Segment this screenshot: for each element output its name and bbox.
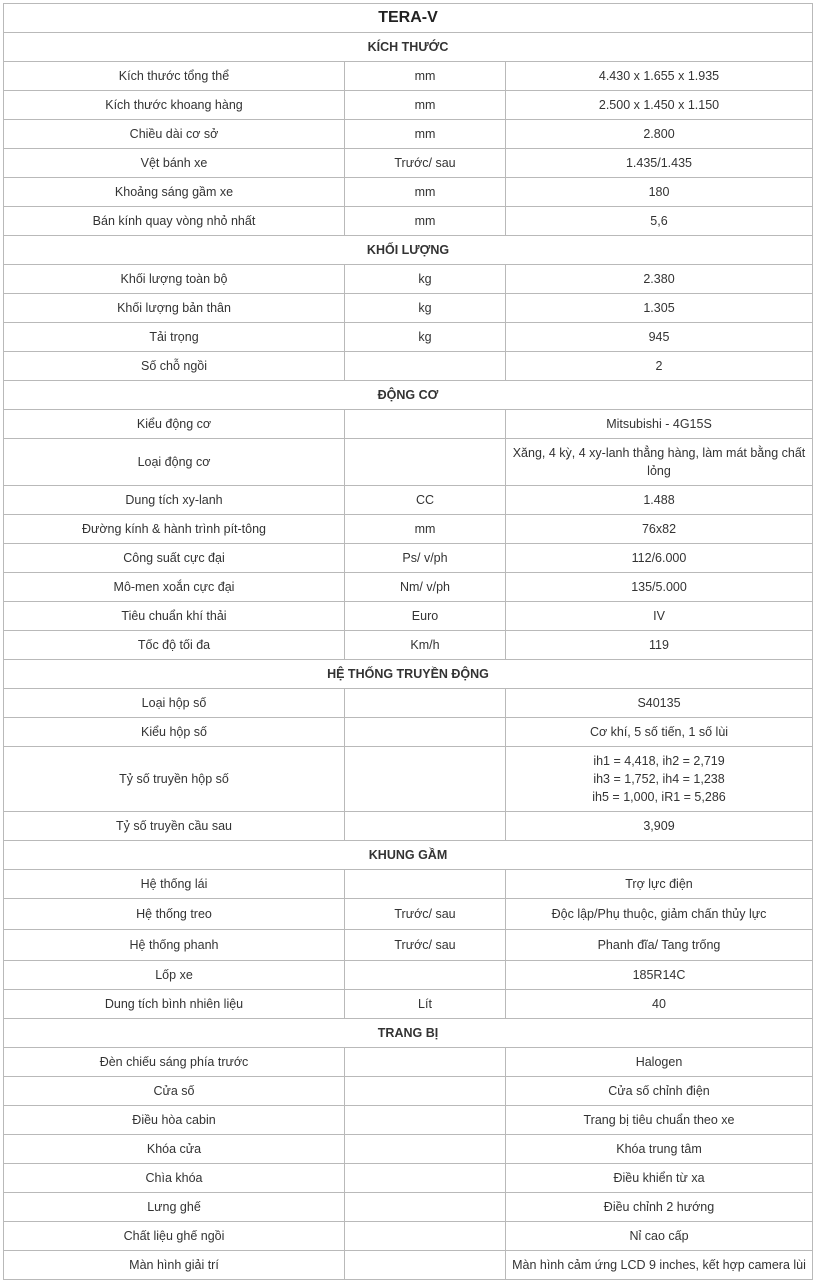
spec-unit-cell: mm [345,207,506,236]
spec-name-cell: Khóa cửa [4,1135,345,1164]
spec-name-cell: Kiểu hộp số [4,718,345,747]
spec-value-line: 180 [648,185,670,199]
spec-name-cell: Loại động cơ [4,439,345,486]
spec-value-line: Trợ lực điện [625,877,693,891]
spec-value-line: Cửa số chỉnh điện [608,1084,710,1098]
spec-name-cell: Khối lượng toàn bộ [4,265,345,294]
spec-unit-cell: kg [345,323,506,352]
table-row [4,1164,813,1193]
table-row [4,812,813,841]
spec-value-line: lỏng [647,464,671,478]
spec-name-cell: Dung tích xy-lanh [4,486,345,515]
spec-value-line: Điều chỉnh 2 hướng [603,1200,715,1214]
spec-name-cell: Tỷ số truyền hộp số [4,747,345,812]
table-row [4,747,813,812]
spec-value-line: Độc lập/Phụ thuộc, giảm chấn thủy lực [551,907,767,921]
spec-value-cell [506,930,813,961]
spec-value-cell [506,1164,813,1193]
table-row [4,1222,813,1251]
spec-unit-cell: Trước/ sau [345,899,506,930]
spec-value-line: 2.380 [643,272,675,286]
spec-unit-cell [345,1193,506,1222]
section-heading: KHỐI LƯỢNG [4,236,813,265]
spec-table [3,3,813,1280]
table-row [4,120,813,149]
table-row [4,899,813,930]
spec-value-line: ih3 = 1,752, ih4 = 1,238 [593,772,725,786]
spec-unit-cell [345,439,506,486]
table-row [4,718,813,747]
section-heading: KÍCH THƯỚC [4,33,813,62]
table-row [4,1135,813,1164]
spec-value-cell [506,870,813,899]
spec-value-cell [506,1135,813,1164]
spec-value-line: 119 [649,638,669,652]
spec-unit-cell: CC [345,486,506,515]
spec-unit-cell [345,1077,506,1106]
spec-value-line: 40 [652,997,666,1011]
spec-value-line: 1.488 [643,493,675,507]
spec-name-cell: Chìa khóa [4,1164,345,1193]
spec-name-cell: Kích thước tổng thể [4,62,345,91]
spec-value-line: 2.500 x 1.450 x 1.150 [598,98,720,112]
table-row [4,178,813,207]
spec-value-line: Điều khiển từ xa [613,1171,705,1185]
spec-value-cell [506,323,813,352]
spec-unit-cell: mm [345,515,506,544]
spec-table-container [3,3,813,1280]
spec-name-cell: Tỷ số truyền cầu sau [4,812,345,841]
spec-value-cell [506,602,813,631]
spec-value-cell [506,294,813,323]
spec-value-line: 5,6 [650,214,668,228]
table-row [4,323,813,352]
spec-name-cell: Mô-men xoắn cực đại [4,573,345,602]
table-row [4,990,813,1019]
spec-value-line: Xăng, 4 kỳ, 4 xy-lanh thẳng hàng, làm mát bằng chất [512,446,806,460]
table-row [4,1048,813,1077]
title-row [4,4,813,33]
spec-name-cell: Cửa số [4,1077,345,1106]
spec-value-cell [506,990,813,1019]
spec-unit-cell [345,1135,506,1164]
table-row [4,352,813,381]
spec-name-cell: Khoảng sáng gầm xe [4,178,345,207]
spec-value-line: Mitsubishi - 4G15S [606,417,712,431]
spec-name-cell: Loại hộp số [4,689,345,718]
table-row [4,961,813,990]
spec-name-cell: Kiểu động cơ [4,410,345,439]
spec-value-line: Halogen [635,1055,683,1069]
spec-value-line: S40135 [637,696,681,710]
table-row [4,1251,813,1280]
section-heading: ĐỘNG CƠ [4,381,813,410]
spec-value-cell [506,486,813,515]
table-row [4,1106,813,1135]
table-row [4,631,813,660]
spec-value-cell [506,1251,813,1280]
spec-value-cell [506,544,813,573]
spec-unit-cell: Lít [345,990,506,1019]
spec-value-line: Khóa trung tâm [616,1142,702,1156]
spec-unit-cell [345,718,506,747]
section-header-row [4,841,813,870]
spec-value-line: IV [653,609,665,623]
spec-unit-cell: mm [345,91,506,120]
spec-value-cell [506,120,813,149]
spec-value-line: 3,909 [643,819,675,833]
spec-value-line: ih1 = 4,418, ih2 = 2,719 [593,754,725,768]
table-row [4,1193,813,1222]
section-heading: KHUNG GẦM [4,841,813,870]
spec-value-cell [506,961,813,990]
spec-unit-cell: Euro [345,602,506,631]
spec-name-cell: Hệ thống phanh [4,930,345,961]
table-row [4,265,813,294]
spec-name-cell: Lốp xe [4,961,345,990]
table-row [4,515,813,544]
spec-unit-cell: mm [345,120,506,149]
spec-value-line: 1.435/1.435 [625,156,693,170]
spec-value-line: Màn hình cảm ứng LCD 9 inches, kết hợp camera lùi [512,1258,806,1272]
spec-value-cell [506,1222,813,1251]
table-row [4,410,813,439]
spec-name-cell: Đèn chiếu sáng phía trước [4,1048,345,1077]
table-row [4,573,813,602]
section-header-row [4,381,813,410]
table-row [4,294,813,323]
spec-name-cell: Hệ thống treo [4,899,345,930]
table-row [4,149,813,178]
spec-name-cell: Hệ thống lái [4,870,345,899]
spec-value-cell [506,62,813,91]
spec-name-cell: Tải trọng [4,323,345,352]
spec-unit-cell: Trước/ sau [345,149,506,178]
spec-value-line: 135/5.000 [631,580,687,594]
spec-unit-cell [345,870,506,899]
table-row [4,62,813,91]
spec-name-cell: Dung tích bình nhiên liệu [4,990,345,1019]
spec-unit-cell: kg [345,294,506,323]
spec-name-cell: Điều hòa cabin [4,1106,345,1135]
table-row [4,486,813,515]
spec-unit-cell [345,1251,506,1280]
table-title: TERA-V [4,4,813,33]
spec-value-line: 112/6.000 [631,551,687,565]
spec-value-cell [506,265,813,294]
section-heading: HỆ THỐNG TRUYỀN ĐỘNG [4,660,813,689]
table-row [4,91,813,120]
spec-value-cell [506,439,813,486]
spec-unit-cell: Trước/ sau [345,930,506,961]
spec-unit-cell: mm [345,178,506,207]
spec-value-cell [506,1193,813,1222]
spec-unit-cell [345,961,506,990]
table-row [4,689,813,718]
spec-unit-cell [345,1222,506,1251]
spec-value-line: Cơ khí, 5 số tiến, 1 số lùi [589,725,729,739]
spec-unit-cell [345,747,506,812]
spec-value-cell [506,515,813,544]
spec-value-line: ih5 = 1,000, iR1 = 5,286 [592,790,726,804]
spec-name-cell: Màn hình giải trí [4,1251,345,1280]
spec-value-line: 185R14C [632,968,686,982]
spec-name-cell: Chiều dài cơ sở [4,120,345,149]
spec-value-cell [506,747,813,812]
spec-unit-cell: mm [345,62,506,91]
spec-value-line: Trang bị tiêu chuẩn theo xe [583,1113,735,1127]
table-row [4,439,813,486]
spec-value-cell [506,410,813,439]
spec-name-cell: Chất liệu ghế ngồi [4,1222,345,1251]
spec-value-line: 2.800 [643,127,675,141]
spec-name-cell: Bán kính quay vòng nhỏ nhất [4,207,345,236]
spec-value-cell [506,352,813,381]
section-header-row [4,660,813,689]
spec-value-cell [506,178,813,207]
spec-name-cell: Tiêu chuẩn khí thải [4,602,345,631]
section-header-row [4,1019,813,1048]
table-row [4,870,813,899]
spec-name-cell: Kích thước khoang hàng [4,91,345,120]
spec-value-line: Phanh đĩa/ Tang trống [597,938,721,952]
spec-value-cell [506,1048,813,1077]
spec-name-cell: Vệt bánh xe [4,149,345,178]
spec-name-cell: Tốc độ tối đa [4,631,345,660]
spec-value-cell [506,718,813,747]
spec-unit-cell [345,410,506,439]
spec-value-cell [506,207,813,236]
spec-unit-cell [345,1164,506,1193]
table-row [4,930,813,961]
spec-name-cell: Khối lượng bản thân [4,294,345,323]
spec-name-cell: Lưng ghế [4,1193,345,1222]
spec-value-cell [506,149,813,178]
spec-value-line: 2 [655,359,663,373]
table-row [4,1077,813,1106]
spec-value-line: 4.430 x 1.655 x 1.935 [598,69,720,83]
spec-unit-cell: kg [345,265,506,294]
spec-unit-cell: Km/h [345,631,506,660]
spec-unit-cell [345,689,506,718]
spec-unit-cell: Nm/ v/ph [345,573,506,602]
section-header-row [4,33,813,62]
spec-value-cell [506,1077,813,1106]
spec-unit-cell: Ps/ v/ph [345,544,506,573]
table-row [4,602,813,631]
spec-unit-cell [345,1106,506,1135]
spec-name-cell: Số chỗ ngồi [4,352,345,381]
table-row [4,207,813,236]
spec-value-cell [506,573,813,602]
spec-value-line: 76x82 [641,522,677,536]
spec-value-cell [506,1106,813,1135]
spec-value-line: 945 [648,330,670,344]
table-row [4,544,813,573]
spec-unit-cell [345,812,506,841]
spec-value-cell [506,631,813,660]
spec-value-cell [506,689,813,718]
spec-name-cell: Đường kính & hành trình pít-tông [4,515,345,544]
spec-value-line: Nỉ cao cấp [629,1229,689,1243]
spec-name-cell: Công suất cực đại [4,544,345,573]
spec-unit-cell [345,352,506,381]
spec-value-cell [506,812,813,841]
section-heading: TRANG BỊ [4,1019,813,1048]
spec-value-line: 1.305 [643,301,675,315]
spec-value-cell [506,899,813,930]
spec-unit-cell [345,1048,506,1077]
section-header-row [4,236,813,265]
spec-value-cell [506,91,813,120]
